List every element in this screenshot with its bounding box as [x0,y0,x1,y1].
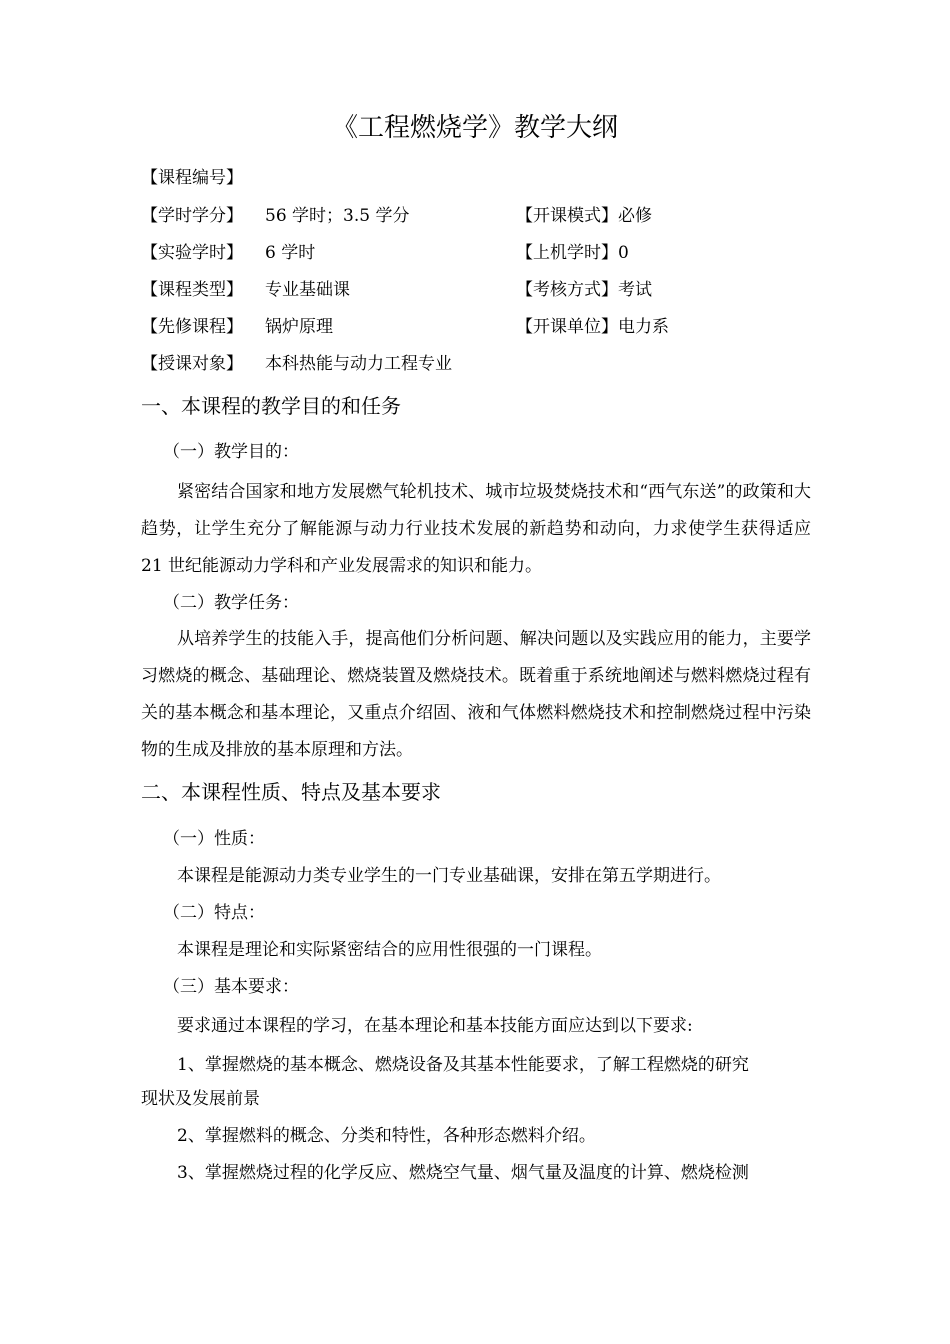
section1-sub1-heading: （一）教学目的： [163,442,299,462]
section2-sub3-heading: （三）基本要求： [163,977,299,997]
meta-prereq-value: 锅炉原理 [265,317,333,337]
meta-course-type-label: 【课程类型】 [141,280,243,300]
meta-course-type-value: 专业基础课 [265,280,350,300]
document-title: 《工程燃烧学》教学大纲 [331,113,618,143]
meta-hours-credits-label: 【学时学分】 [141,206,243,226]
meta-mode-label: 【开课模式】 [516,206,618,226]
meta-mode-value: 必修 [618,206,652,226]
meta-dept [516,312,669,342]
meta-hours-credits-value: 56 学时；3.5 学分 [265,206,410,226]
meta-dept-value: 电力系 [618,317,669,337]
section2-sub2-text: 本课程是理论和实际紧密结合的应用性很强的一门课程。 [177,940,602,960]
meta-assessment-label: 【考核方式】 [516,280,618,300]
section1-sub1-paragraph: 紧密结合国家和地方发展燃气轮机技术、城市垃圾焚烧技术和“西气东送”的政策和大趋势，让学生充分了解能源与动力行业技术发展的新趋势和动向，力求使学生获得适应 21 世纪能源动力学科和产业发展需求的知识和能力。 [141,482,811,576]
section2-sub1-text: 本课程是能源动力类专业学生的一门专业基础课，安排在第五学期进行。 [177,866,721,886]
meta-computer-hours [516,238,629,268]
meta-dept-label: 【开课单位】 [516,317,618,337]
section1-sub2-paragraph: 从培养学生的技能入手，提高他们分析问题、解决问题以及实践应用的能力，主要学习燃烧的概念、基础理论、燃烧装置及燃烧技术。既着重于系统地阐述与燃料燃烧过程有关的基本概念和基本理论，又重点介绍固、液和气体燃料燃烧技术和控制燃烧过程中污染物的生成及排放的基本原理和方法。 [141,629,811,760]
meta-lab-hours-value: 6 学时 [265,243,316,263]
requirement-1-line-1: 1、掌握燃烧的基本概念、燃烧设备及其基本性能要求，了解工程燃烧的研究 [177,1055,749,1075]
meta-prereq-label: 【先修课程】 [141,317,243,337]
meta-course-code-label: 【课程编号】 [141,168,243,188]
meta-computer-hours-label: 【上机学时】 [516,243,618,263]
section2-heading: 二、本课程性质、特点及基本要求 [141,780,441,804]
requirement-2: 2、掌握燃料的概念、分类和特性，各种形态燃料介绍。 [177,1126,596,1146]
section2-sub1-heading: （一）性质： [163,829,265,849]
requirement-1-line-2: 现状及发展前景 [141,1089,260,1109]
section1-sub2-heading: （二）教学任务： [163,593,299,613]
section1-heading: 一、本课程的教学目的和任务 [141,394,401,418]
meta-assessment-value: 考试 [618,280,652,300]
section2-sub3-intro: 要求通过本课程的学习，在基本理论和基本技能方面应达到以下要求: [177,1016,693,1036]
meta-computer-hours-value: 0 [618,243,629,263]
meta-assessment [516,275,652,305]
meta-audience-value: 本科热能与动力工程专业 [265,354,452,374]
meta-audience-label: 【授课对象】 [141,354,243,374]
section2-sub2-heading: （二）特点： [163,903,265,923]
requirement-3: 3、掌握燃烧过程的化学反应、燃烧空气量、烟气量及温度的计算、燃烧检测 [177,1163,749,1183]
meta-mode [516,201,652,231]
meta-lab-hours-label: 【实验学时】 [141,243,243,263]
